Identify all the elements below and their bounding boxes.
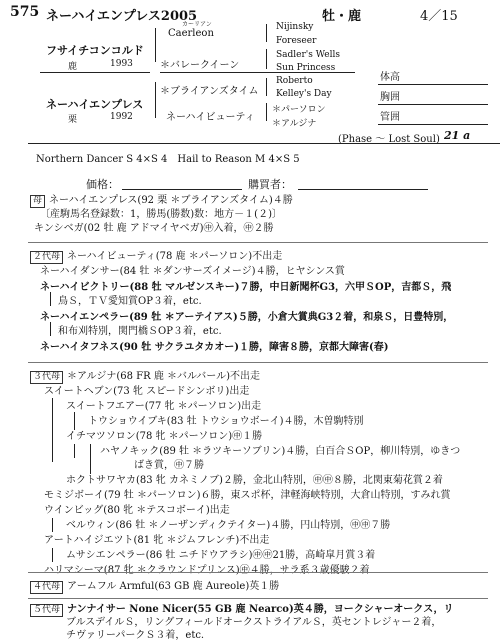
sire-color: 鹿 (68, 62, 78, 72)
gen3-line-11: ベルウィン(86 牡 ＊ノーザンディクテイター)４勝，円山特別，㊥㊥７勝 (66, 520, 391, 531)
gen3-7: ＊パーソロン (272, 105, 326, 115)
gen3-line-2: スイートヘブン(73 牝 スピードシンボリ)出走 (44, 386, 250, 397)
sire-name: フサイチコンコルド (46, 44, 144, 57)
gen2-line-2: ネーハイダンサー(84 牡 ＊ダンサーズイメージ)４勝，ヒヤシンス賞 (40, 266, 345, 277)
sex-color: 牡・鹿 (322, 9, 362, 24)
dam-name: ネーハイエンプレス (46, 98, 144, 111)
sire-sire-name: Caerleon (168, 28, 214, 39)
gen3-line-6: ハヤノキック(89 牡 ＊ラツキーソブリン)４勝，白百合ＳOP，柳川特別，ゆきつ (100, 446, 461, 457)
gen3-1: Nijinsky (276, 22, 314, 32)
height-label: 体高 (380, 72, 400, 83)
gen5-line-1: ナンナイサー None Nicer(55 GB 鹿 Nearco)英４勝，ヨークシャーオークス，リ (67, 604, 454, 615)
gen3-line-8: ホクトサワヤカ(83 牝 カネミノブ)２勝，金北山特別，㊥㊥８勝，北関東菊花賞２着 (66, 475, 443, 486)
gen3-5: Roberto (276, 76, 313, 86)
gen3-line-3: スイートフエアー(77 牝 ＊パーソロン)出走 (66, 401, 262, 412)
dam-section (30, 194, 500, 244)
sire-sire-ruby: カーリアン (182, 21, 212, 28)
price-label: 価格： (86, 178, 119, 191)
gen2-section (30, 250, 500, 360)
inbreeding-note: Northern Dancer S 4×S 4 Hail to Reason M 4×S 5 (36, 154, 300, 165)
gen3-line-12: アートハイジエツト(81 牝 ＊ジムフレンチ)不出走 (44, 535, 270, 546)
gen3-4: Sun Princess (276, 63, 336, 73)
gen3-line-14: ハリマシーマ(87 牝 ＊クラウンドプリンス)㊥４勝，サラ系３歳優駿２着 (44, 565, 370, 576)
gen5-tag: ５代母 (30, 604, 63, 617)
gen3-6: Kelley's Day (276, 89, 332, 99)
dam-line-1: ネーハイエンプレス(92 栗 ＊ブライアンズタイム)４勝 (49, 195, 293, 206)
girth-label: 胸囲 (380, 92, 400, 103)
gen3-line-1: ＊アルジナ(68 FR 鹿 ＊バルバール)不出走 (67, 371, 260, 382)
gen3-line-9: モミジボーイ(79 牡 ＊パーソロン)６勝，東スポ杯，津軽海峡特別，大倉山特別，すみれ賞 (44, 490, 451, 501)
gen5-section (30, 603, 500, 643)
dam-color: 栗 (68, 115, 78, 125)
lineage-note: (Phase ～ Lost Soul) (338, 134, 440, 145)
dam-year: 1992 (110, 112, 133, 122)
gen4-line: アームフル Armful(63 GB 鹿 Aureole)英１勝 (67, 581, 280, 592)
gen3-line-10: ウインビッグ(80 牝 ＊テスコボーイ)出走 (44, 505, 230, 516)
gen3-line-4: トウショウイブキ(83 牡 トウショウボーイ)４勝，木曽駒特別 (88, 416, 364, 427)
dam-dam-name: ネーハイビューティ (166, 112, 255, 123)
gen2-line-3: ネーハイビクトリー(88 牡 マルゼンスキー)７勝，中日新聞杯G3，六甲ＳOP，吉都Ｓ，飛 (40, 282, 452, 293)
dam-sire-name: ＊ブライアンズタイム (160, 86, 259, 97)
gen3-tag: ３代母 (30, 371, 63, 384)
gen5-line-2: ブルスデイルＳ，リングフィールドオークストライアルＳ，英セントレジャー２着， (66, 617, 442, 628)
cannon-label: 管囲 (380, 112, 400, 123)
sire-year: 1993 (110, 59, 133, 69)
gen3-section (30, 370, 500, 576)
sire-dam-name: ＊バレークイーン (160, 60, 240, 71)
gen3-line-7: ばき賞，㊥７勝 (134, 460, 204, 471)
family-number: 21 a (444, 129, 471, 142)
gen2-line-7: ネーハイタフネス(90 牡 サクラユタカオー)１勝，障害８勝，京都大障害(春) (40, 342, 389, 353)
gen2-line-6: 和布刈特別，関門橋ＳOP３着，etc. (58, 326, 222, 337)
gen2-line-1: ネーハイビューティ(78 鹿 ＊パーソロン)不出走 (67, 251, 283, 262)
horse-name: ネーハイエンプレス2005 (46, 9, 198, 24)
gen4-section (30, 580, 500, 594)
buyer-label: 購買者： (248, 178, 292, 191)
gen3-3: Sadler's Wells (276, 50, 340, 60)
dam-tag: 母 (30, 195, 45, 208)
lot-number: 575 (10, 4, 40, 20)
gen3-line-13: ムサシエンペラー(86 牡 ニチドウアラシ)㊥㊥21勝，高崎皐月賞３着 (66, 550, 376, 561)
gen2-line-5: ネーハイエンペラー(89 牡 ＊アーテイアス)５勝，小倉大賞典G3２着，和泉Ｓ，日豊特別， (40, 312, 454, 323)
gen4-tag: ４代母 (30, 581, 63, 594)
gen5-line-3: チヴァリーパークＳ３着，etc. (66, 630, 205, 641)
gen2-tag: ２代母 (30, 251, 63, 264)
dam-line-3: キンシベガ(02 牡 鹿 アドマイヤベガ)㊥入着，㊥２勝 (34, 223, 274, 234)
sale-date: 4／15 (420, 9, 458, 24)
dam-line-2: 〔産駒馬名登録数：1，勝馬(勝数)数：地方－１(２)〕 (40, 209, 282, 220)
gen2-line-4: 鳥Ｓ，ＴＶ愛知賞OP３着，etc. (58, 296, 202, 307)
gen3-2: Foreseer (276, 36, 317, 46)
gen3-8: ＊アルジナ (272, 119, 317, 129)
gen3-line-5: イチマツソロン(78 牝 ＊パーソロン)㊥１勝 (66, 431, 263, 442)
